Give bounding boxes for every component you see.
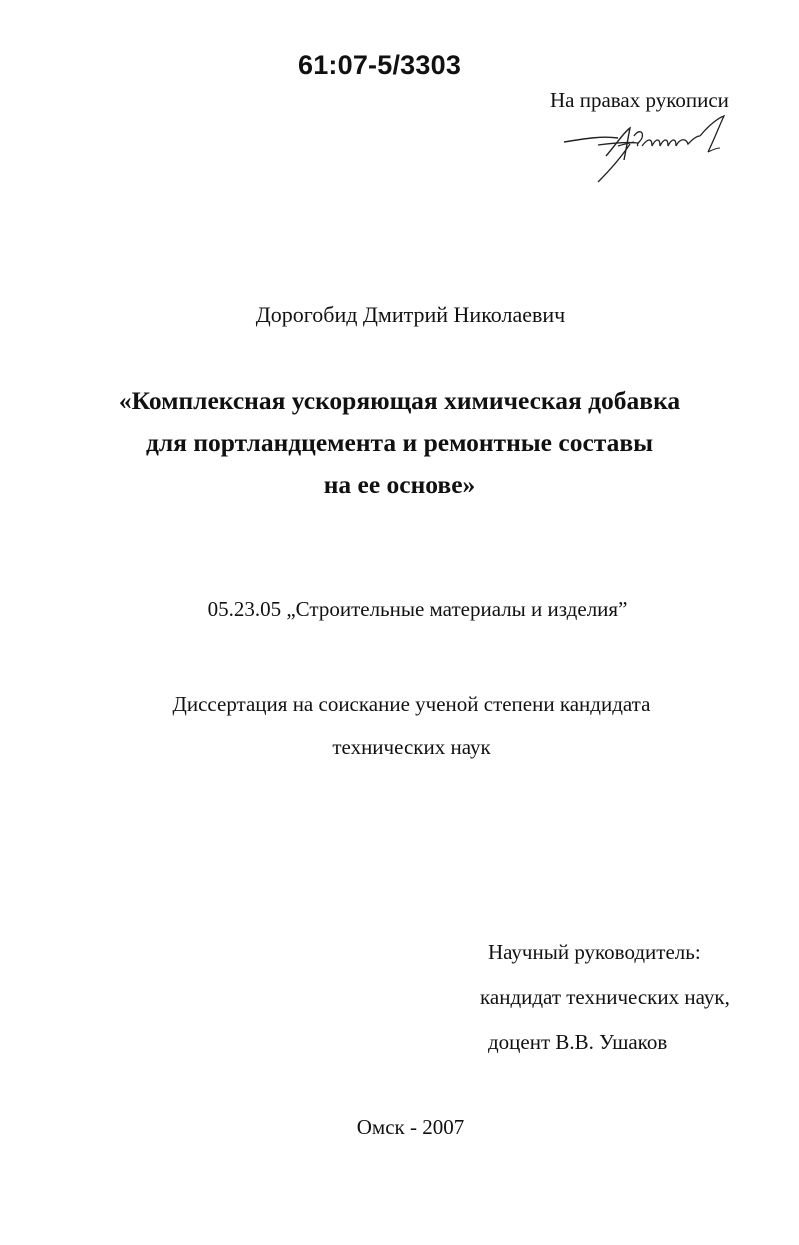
advisor-title: кандидат технических наук, [480,985,730,1009]
advisor-name: доцент В.В. Ушаков [488,1030,668,1054]
rights-notice: На правах рукописи [550,88,729,112]
handwritten-signature [558,112,738,184]
specialty-code: 05.23.05 „Строительные материалы и изделия” [207,597,628,621]
title-line: «Комплексная ускоряющая химическая добавка [118,386,681,415]
title-line: для портландцемента и ремонтные составы [145,428,654,457]
place-and-year: Омск - 2007 [356,1115,465,1139]
degree-line: Диссертация на соискание ученой степени кандидата [172,692,651,716]
degree-line: технических наук [332,735,491,759]
author-name: Дорогобид Дмитрий Николаевич [255,302,566,327]
title-line: на ее основе» [323,470,476,499]
advisor-heading: Научный руководитель: [488,940,701,964]
catalog-code: 61:07-5/3303 [298,50,462,80]
degree-statement [0,683,799,769]
dissertation-title [0,380,799,506]
